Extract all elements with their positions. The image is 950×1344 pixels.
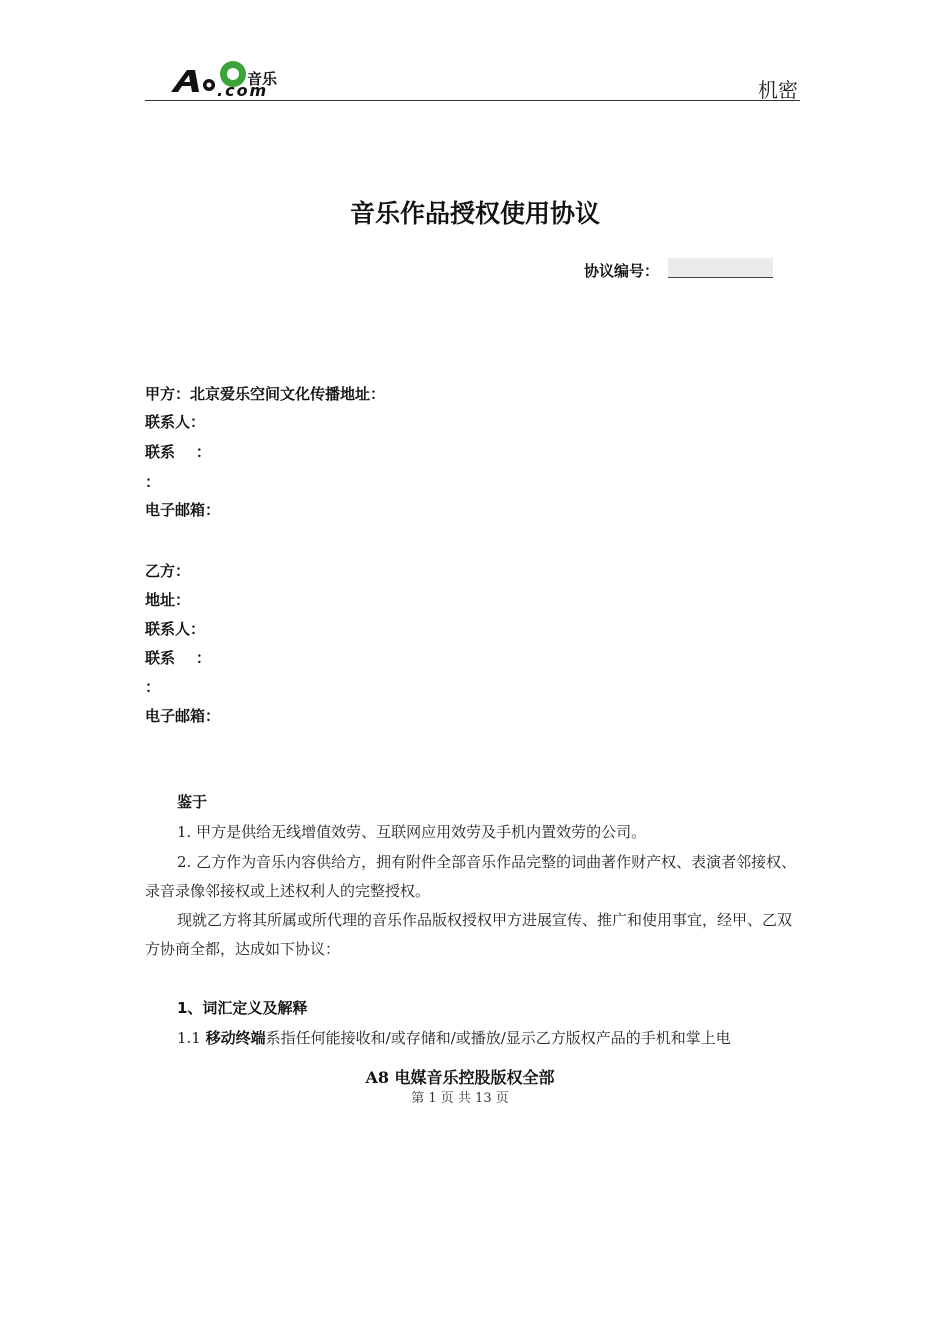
party-a-name-address: 甲方：北京爱乐空间文化传播地址：	[145, 385, 386, 403]
party-b-phone: 联系 ：	[145, 649, 211, 667]
recital-item-2: 2. 乙方作为音乐内容供给方，拥有附件全部音乐作品完整的词曲著作财产权、表演者邻接权、录音录像邻接权或上述权利人的完整授权。	[145, 853, 797, 900]
agreement-number-field[interactable]	[668, 258, 773, 278]
svg-text:音乐: 音乐	[247, 70, 278, 88]
svg-text:.com: .com	[217, 81, 269, 100]
header-divider	[145, 100, 800, 101]
party-a-contact: 联系人：	[145, 413, 206, 431]
recitals-heading: 鉴于	[177, 793, 208, 811]
a8-logo-icon	[165, 58, 355, 100]
party-b-phone-colon: ：	[145, 678, 161, 696]
party-a-phone-colon: ：	[145, 473, 161, 491]
document-title: 音乐作品授权使用协议	[349, 199, 600, 228]
party-b-address: 地址：	[145, 591, 191, 609]
recital-item-3: 现就乙方将其所属或所代理的音乐作品版权授权甲方进展宣传、推广和使用事宜，经甲、乙双方协商全都，达成如下协议：	[145, 911, 793, 958]
section-1-heading: 1、词汇定义及解释	[177, 999, 308, 1017]
party-b-contact: 联系人：	[145, 620, 206, 638]
footer-brand: A8 电媒音乐控股版权全部	[365, 1068, 555, 1087]
recital-item-1: 1. 甲方是供给无线增值效劳、互联网应用效劳及手机内置效劳的公司。	[177, 823, 647, 841]
footer-page-number: 第 1 页 共 13 页	[411, 1091, 509, 1106]
company-logo	[165, 58, 355, 100]
party-a-phone: 联系 ：	[145, 443, 211, 461]
clause-1-1-number: 1.1	[177, 1029, 206, 1047]
agreement-number-label: 协议编号：	[584, 262, 660, 280]
party-b-name: 乙方：	[145, 562, 191, 580]
party-a-email: 电子邮箱：	[145, 501, 221, 519]
party-b-email: 电子邮箱：	[145, 707, 221, 725]
clause-1-1	[145, 1024, 801, 1053]
confidential-label: 机密	[758, 78, 798, 102]
clause-1-1-definition: 系指任何能接收和/或存储和/或播放/显示乙方版权产品的手机和掌上电	[265, 1029, 731, 1047]
clause-1-1-term: 移动终端	[205, 1029, 266, 1047]
